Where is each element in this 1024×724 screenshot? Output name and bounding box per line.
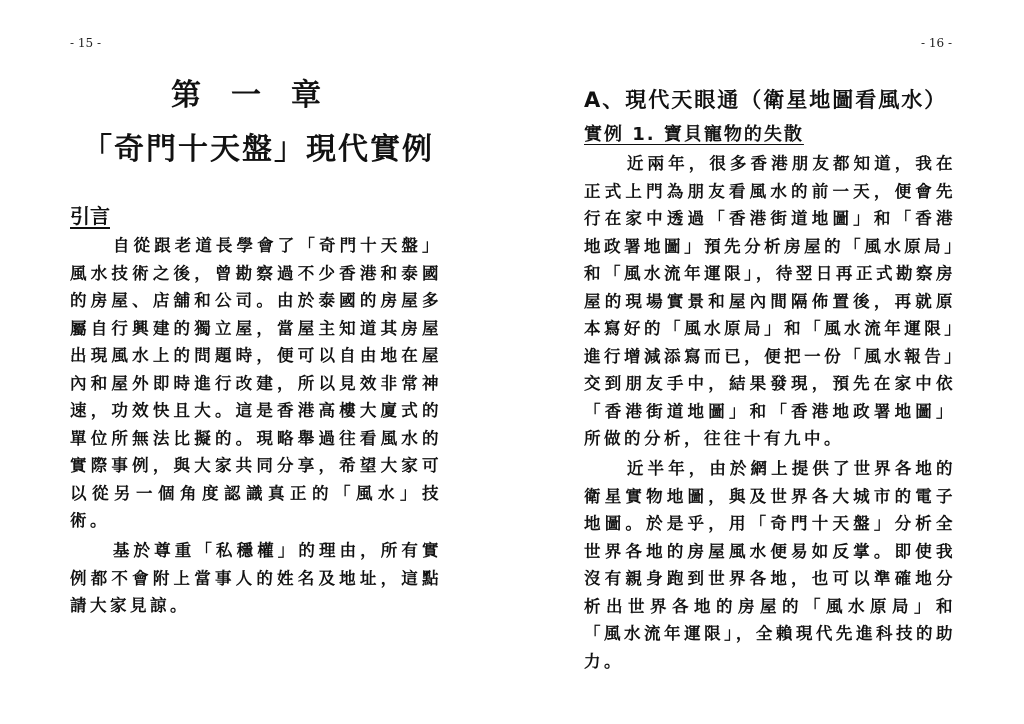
paragraph-text: 近半年，由於網上提供了世界各地的衛星實物地圖，與及世界各大城市的電子地圖。於是乎，用「奇門十天盤」分析全世界各地的房屋風水便易如反掌。即使我沒有親身跑到世界各地，也可以準確地分析出世界各地的房屋的「風水原局」和「風水流年運限」，全賴現代先進科技的助力。 [584, 459, 956, 671]
intro-paragraph-1 [70, 232, 442, 535]
page-number-right: - 16 - [920, 36, 952, 50]
example-heading-1: 實例 1. 寶貝寵物的失散 [584, 124, 804, 145]
example-paragraph-2 [584, 455, 956, 675]
chapter-title: 第一章 [171, 78, 351, 113]
intro-paragraph-2 [70, 537, 442, 620]
example-paragraph-1 [584, 150, 956, 453]
section-heading-a: A、現代天眼通（衛星地圖看風水） [584, 88, 948, 112]
right-page [512, 0, 1024, 724]
page-number-left: - 15 - [70, 36, 102, 50]
paragraph-text: 基於尊重「私穩權」的理由，所有實例都不會附上當事人的姓名及地址，這點請大家見諒。 [70, 541, 442, 615]
paragraph-text: 近兩年，很多香港朋友都知道，我在正式上門為朋友看風水的前一天，便會先行在家中透過「香港街道地圖」和「香港地政署地圖」預先分析房屋的「風水原局」和「風水流年運限」，待翌日再正式勘察房屋的現場實景和屋內間隔佈置後，再就原本寫好的「風水原局」和「風水流年運限」進行增減添寫而已，便把一份「風水報告」交到朋友手中，結果發現，預先在家中依「香港街道地圖」和「香港地政署地圖」所做的分析，往往十有九中。 [584, 154, 956, 448]
section-heading-intro: 引言 [70, 204, 110, 228]
paragraph-text: 自從跟老道長學會了「奇門十天盤」風水技術之後，曾勘察過不少香港和泰國的房屋、店舖和公司。由於泰國的房屋多屬自行興建的獨立屋，當屋主知道其房屋出現風水上的問題時，便可以自由地在屋內和屋外即時進行改建，所以見效非常神速，功效快且大。這是香港高樓大廈式的單位所無法比擬的。現略舉過往看風水的實際事例，與大家共同分享，希望大家可以從另一個角度認識真正的「風水」技術。 [70, 236, 442, 530]
chapter-subtitle: 「奇門十天盤」現代實例 [82, 132, 434, 167]
